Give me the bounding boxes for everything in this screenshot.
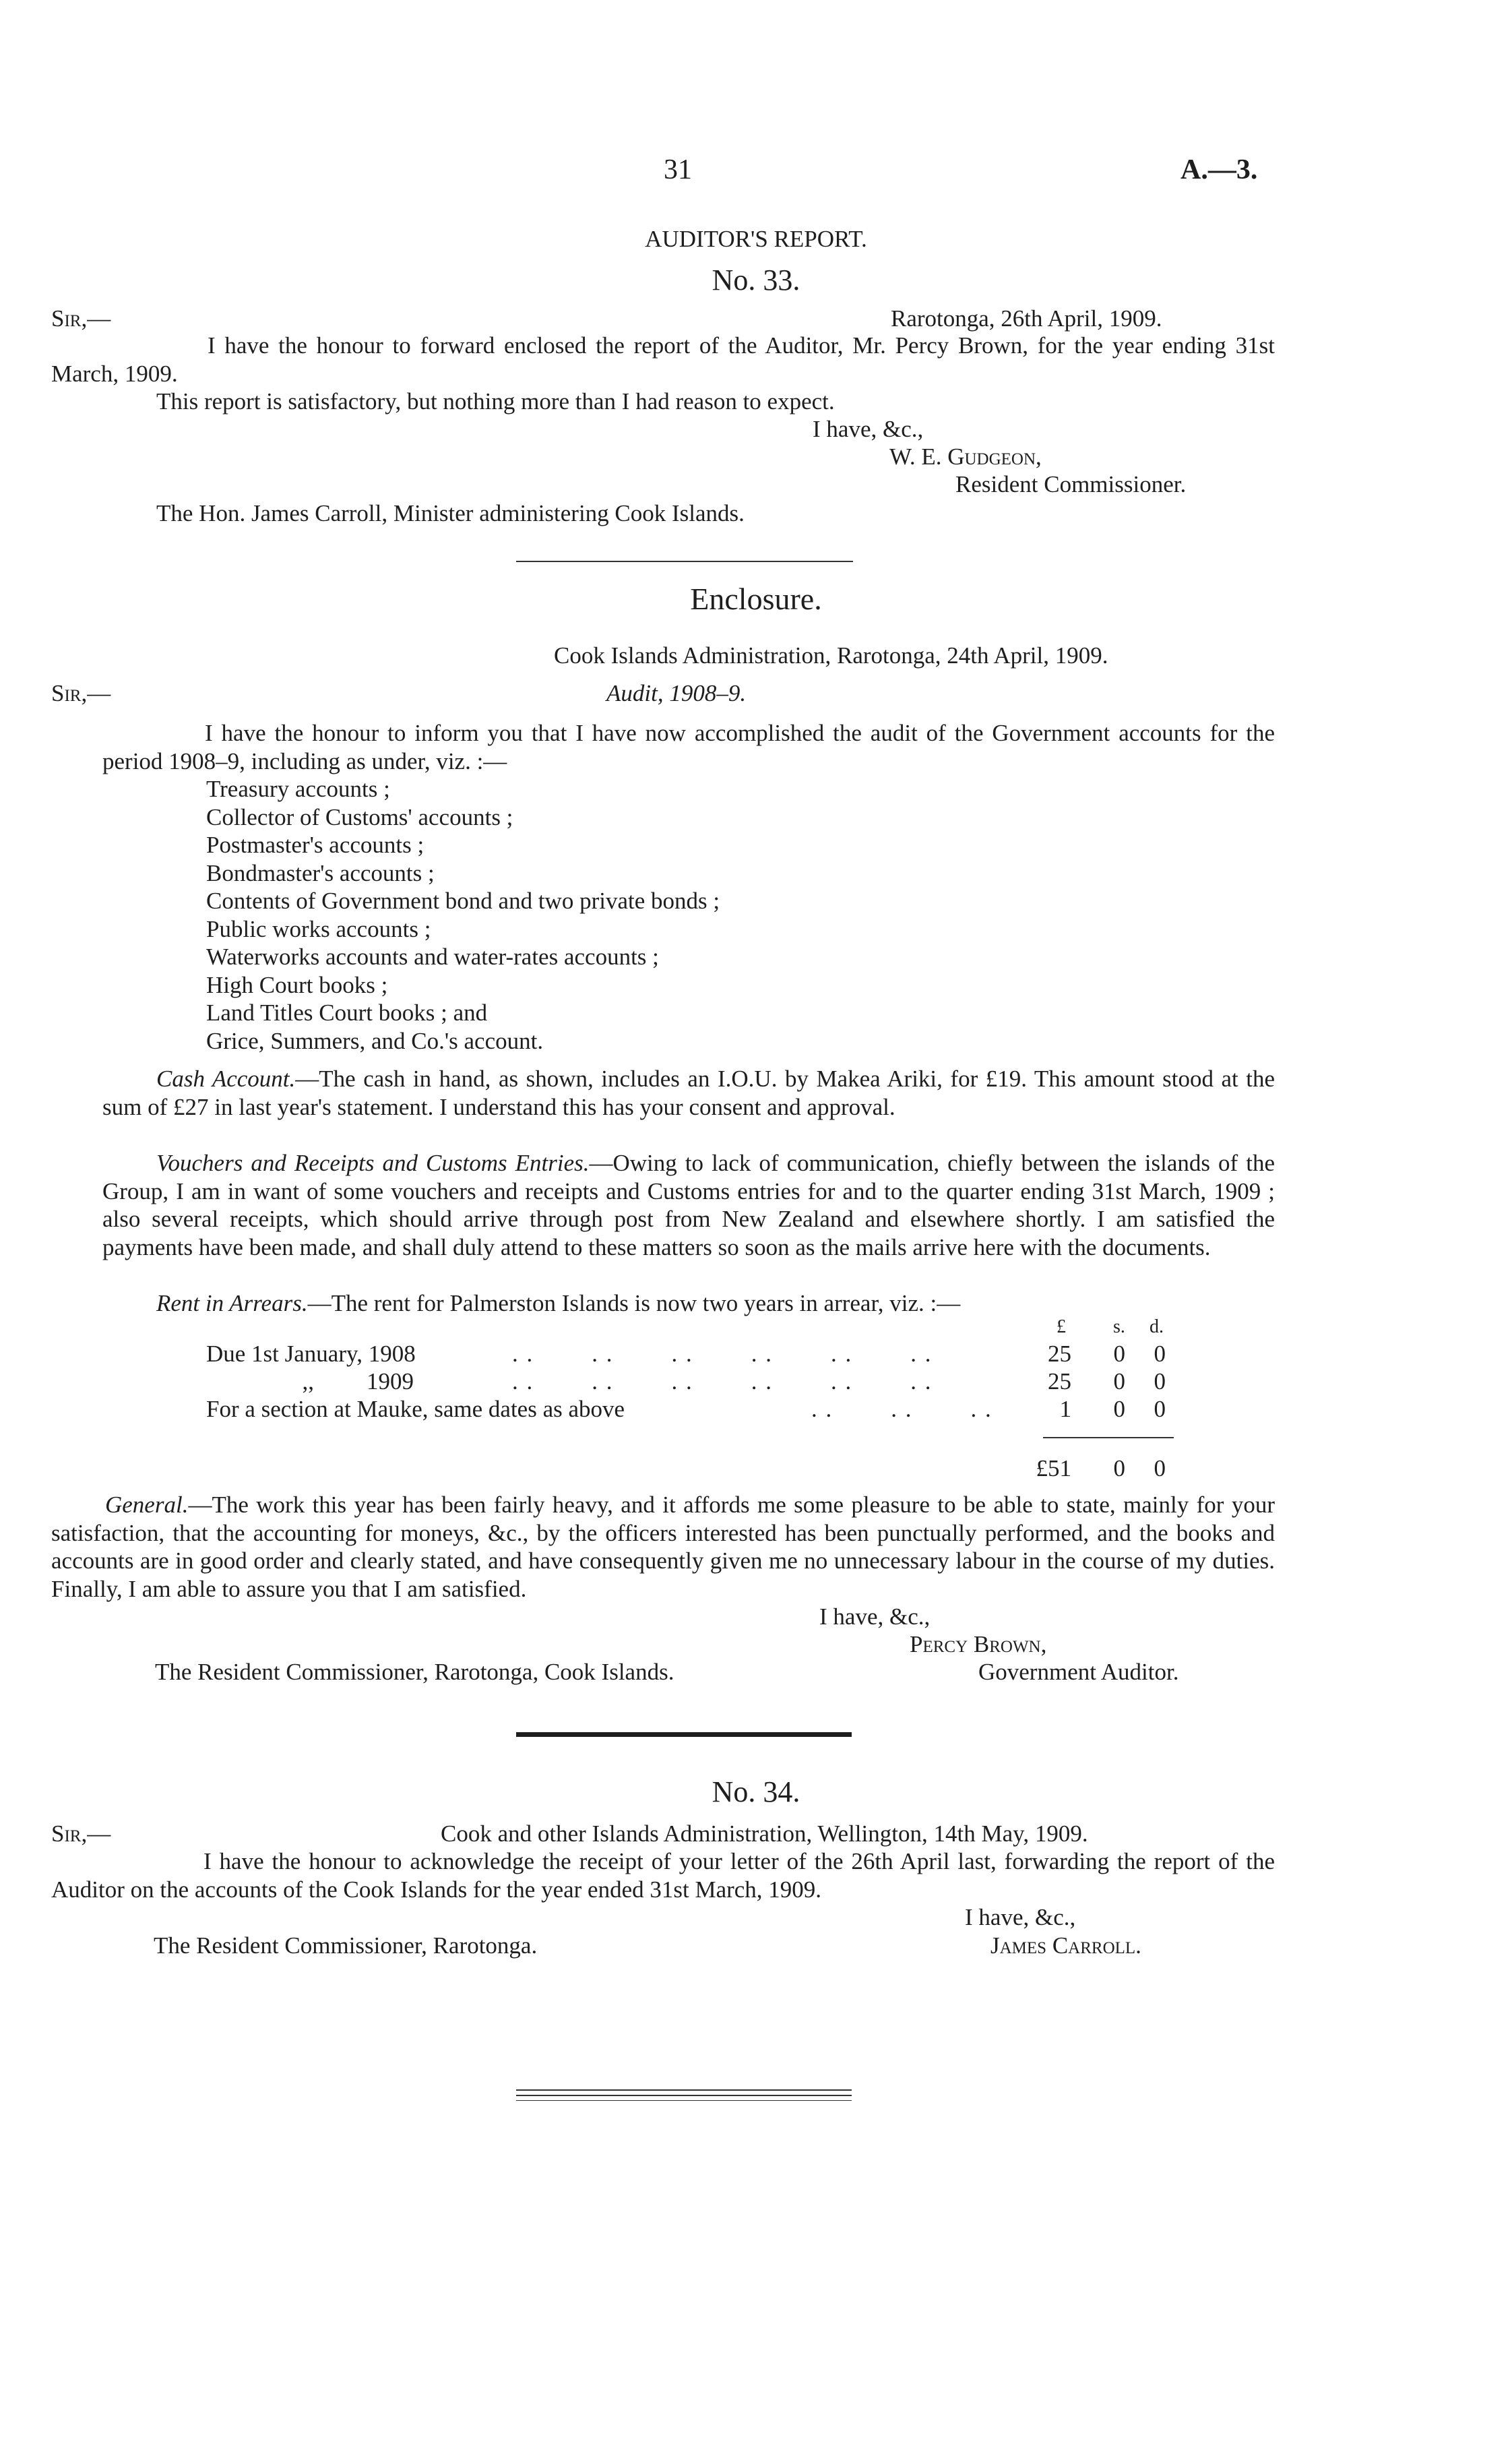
- paragraph: I have the honour to inform you that I have now accomplished the audit of the Government accounts for the period 1908–9, including as under, viz. :—: [102, 720, 1275, 774]
- signatory-title: Government Auditor.: [978, 1659, 1179, 1685]
- pounds-header: £: [1057, 1316, 1066, 1337]
- letter-number: No. 34.: [712, 1775, 800, 1808]
- rent-total-shillings: 0: [1113, 1455, 1125, 1481]
- list-item: Postmaster's accounts ;: [206, 832, 424, 858]
- signatory: W. E. Gudgeon,: [889, 443, 1042, 470]
- accounts-list: [206, 775, 720, 1055]
- salutation: Sir,—: [51, 680, 111, 706]
- list-item: Grice, Summers, and Co.'s account.: [206, 1027, 544, 1054]
- list-item: Treasury accounts ;: [206, 776, 390, 802]
- salutation: Sir,—: [51, 1820, 111, 1847]
- section-rule: [516, 1732, 852, 1737]
- doc-reference: A.—3.: [1180, 154, 1258, 185]
- section-heading: Rent in Arrears.: [156, 1290, 308, 1316]
- addressee: The Hon. James Carroll, Minister administering Cook Islands.: [156, 500, 745, 526]
- shillings-header: s.: [1113, 1316, 1125, 1337]
- closing: I have, &c.,: [819, 1603, 935, 1630]
- signatory: James Carroll.: [990, 1932, 1141, 1959]
- addressee: The Resident Commissioner, Rarotonga, Cook Islands.: [155, 1659, 674, 1685]
- paragraph-cash: [102, 1065, 1275, 1121]
- rent-row-pence: 0: [1154, 1368, 1166, 1394]
- section-text: —The cash in hand, as shown, includes an I.O.U. by Makea Ariki, for £19. This amount stood at the sum of £27 in last year's statement. I understand this has your consent and approval.: [102, 1066, 1275, 1120]
- divider-rule: [516, 561, 853, 562]
- rent-row-label: ,, 1909: [302, 1368, 414, 1394]
- pence-header: d.: [1149, 1316, 1164, 1337]
- rent-total-pounds: £51: [1036, 1455, 1071, 1481]
- list-item: Collector of Customs' accounts ;: [206, 803, 513, 830]
- end-rule: [516, 2095, 852, 2096]
- paragraph: This report is satisfactory, but nothing more than I had reason to expect.: [156, 388, 835, 415]
- section-heading: General.: [105, 1492, 189, 1518]
- signatory: Percy Brown,: [910, 1631, 1047, 1657]
- section-text: —The work this year has been fairly heavy, and it affords me some pleasure to be able to state, mainly for your satisfaction, that the accounting for moneys, &c., by the officers interested has been punctually performed, and the books and accounts are in good order and clearly stated, and have consequently given me no unnecessary labour in the course of my duties. Finally, I am able to assure you that I am satisfied.: [51, 1492, 1275, 1602]
- rent-row-pounds: 25: [1048, 1368, 1071, 1394]
- end-rule: [516, 2100, 852, 2101]
- list-item: Contents of Government bond and two private bonds ;: [206, 888, 720, 914]
- total-rule: [1043, 1437, 1174, 1438]
- letter-number: No. 33.: [712, 264, 800, 297]
- report-title: AUDITOR'S REPORT.: [645, 226, 867, 252]
- section-heading: Cash Account.: [156, 1066, 296, 1092]
- signatory-title: Resident Commissioner.: [955, 471, 1187, 497]
- list-item: Public works accounts ;: [206, 915, 431, 942]
- rent-row-pence: 0: [1154, 1396, 1166, 1422]
- list-item: Waterworks accounts and water-rates accounts ;: [206, 944, 659, 970]
- page-number: 31: [664, 154, 692, 185]
- subject: Audit, 1908–9.: [606, 680, 747, 706]
- addressee: The Resident Commissioner, Rarotonga.: [154, 1932, 538, 1959]
- paragraph: I have the honour to forward enclosed the report of the Auditor, Mr. Percy Brown, for the year ending 31st March, 1909.: [51, 332, 1275, 387]
- leader-dots: . . . . . .: [811, 1396, 993, 1422]
- section-text: —The rent for Palmerston Islands is now two years in arrear, viz. :—: [307, 1290, 961, 1316]
- paragraph-rent: [156, 1289, 960, 1317]
- section-heading: Vouchers and Receipts and Customs Entries.: [156, 1150, 590, 1176]
- closing: I have, &c.,: [813, 416, 924, 442]
- place-date: Cook and other Islands Administration, Wellington, 14th May, 1909.: [441, 1820, 1088, 1847]
- place-date: Cook Islands Administration, Rarotonga, 24th April, 1909.: [554, 642, 1108, 669]
- rent-row-pounds: 25: [1048, 1341, 1071, 1367]
- rent-row-pence: 0: [1154, 1341, 1166, 1367]
- salutation: Sir,—: [51, 305, 111, 332]
- rent-row-shillings: 0: [1113, 1341, 1125, 1367]
- list-item: High Court books ;: [206, 971, 388, 998]
- rent-row-shillings: 0: [1113, 1368, 1125, 1394]
- leader-dots: . . . . . . . . . . . .: [512, 1368, 933, 1394]
- rent-row-label: For a section at Mauke, same dates as above: [206, 1396, 625, 1422]
- rent-total-pence: 0: [1154, 1455, 1166, 1481]
- place-date: Rarotonga, 26th April, 1909.: [891, 305, 1162, 332]
- paragraph-general: [51, 1491, 1275, 1603]
- list-item: Bondmaster's accounts ;: [206, 859, 435, 886]
- rent-row-pounds: 1: [1059, 1396, 1071, 1422]
- rent-row-shillings: 0: [1113, 1396, 1125, 1422]
- paragraph: I have the honour to acknowledge the receipt of your letter of the 26th April last, forwarding the report of the Auditor on the accounts of the Cook Islands for the year ended 31st March, 1909.: [51, 1848, 1275, 1903]
- closing: I have, &c.,: [965, 1904, 1076, 1930]
- leader-dots: . . . . . . . . . . . .: [512, 1341, 933, 1367]
- end-rule: [516, 2089, 852, 2091]
- list-item: Land Titles Court books ; and: [206, 1000, 488, 1026]
- rent-row-label: Due 1st January, 1908: [206, 1341, 416, 1367]
- paragraph-vouchers: [102, 1149, 1275, 1261]
- section-text: —Owing to lack of communication, chiefly between the islands of the Group, I am in want of some vouchers and receipts and Customs entries for and to the quarter ending 31st March, 1909 ; also several receipts, which should arrive through post from New Zealand and elsewhere shortly. I am satisfied the payments have been made, and shall duly attend to these matters so soon as the mails arrive here with the documents.: [102, 1150, 1275, 1260]
- enclosure-title: Enclosure.: [690, 582, 822, 616]
